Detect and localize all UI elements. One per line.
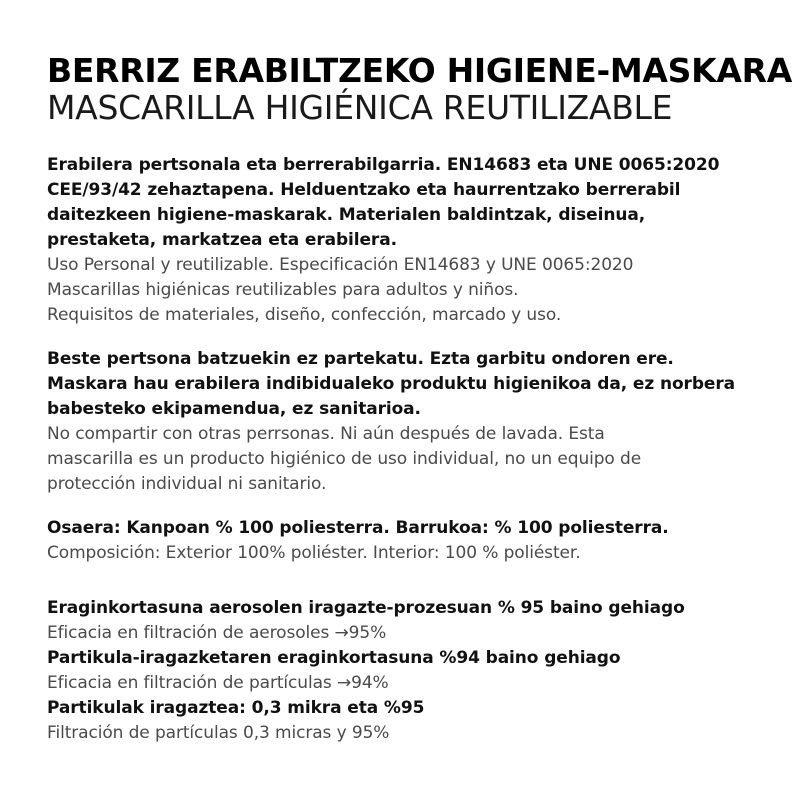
composition-spanish-line: Composición: Exterior 100% poliéster. Interior: 100 % poliéster. (47, 543, 581, 563)
title-basque: BERRIZ ERABILTZEKO HIGIENE-MASKARA (47, 51, 792, 90)
filtration-basque-line: Eraginkortasuna aerosolen iragazte-prozesuan % 95 baino gehiago (47, 598, 685, 618)
filtration-spanish-line: Eficacia en filtración de aerosoles →95% (47, 623, 387, 643)
section-filtration (47, 596, 777, 746)
usage-spanish-line: Requisitos de materiales, diseño, confección, marcado y uso. (47, 305, 562, 325)
warning-spanish-line: mascarilla es un producto higiénico de uso individual, no un equipo de (47, 449, 642, 469)
section-composition (47, 516, 777, 566)
title-spanish: MASCARILLA HIGIÉNICA REUTILIZABLE (47, 88, 673, 127)
filtration-spanish-line: Filtración de partículas 0,3 micras y 95% (47, 723, 390, 743)
composition-basque-line: Osaera: Kanpoan % 100 poliesterra. Barrukoa: % 100 poliesterra. (47, 518, 669, 538)
usage-basque-line: prestaketa, markatzea eta erabilera. (47, 230, 397, 250)
filtration-basque-line: Partikula-iragazketaren eraginkortasuna %94 baino gehiago (47, 648, 621, 668)
label-document (47, 51, 792, 765)
section-usage (47, 153, 777, 328)
usage-basque-line: daitezkeen higiene-maskarak. Materialen baldintzak, diseinua, (47, 205, 646, 225)
usage-spanish-line: Mascarillas higiénicas reutilizables para adultos y niños. (47, 280, 519, 300)
warning-basque-line: Beste pertsona batzuekin ez partekatu. Ezta garbitu ondoren ere. (47, 349, 674, 369)
usage-spanish-line: Uso Personal y reutilizable. Especificación EN14683 y UNE 0065:2020 (47, 255, 634, 275)
section-warning (47, 347, 777, 497)
filtration-spanish-line: Eficacia en filtración de partículas →94% (47, 673, 389, 693)
filtration-basque-line: Partikulak iragaztea: 0,3 mikra eta %95 (47, 698, 425, 718)
warning-basque-line: babesteko ekipamendua, ez sanitarioa. (47, 399, 421, 419)
usage-basque-line: Erabilera pertsonala eta berrerabilgarria. EN14683 eta UNE 0065:2020 (47, 155, 720, 175)
warning-spanish-line: protección individual ni sanitario. (47, 474, 327, 494)
warning-basque-line: Maskara hau erabilera indibidualeko produktu higienikoa da, ez norbera (47, 374, 735, 394)
usage-basque-line: CEE/93/42 zehaztapena. Helduentzako eta haurrentzako berrerabil (47, 180, 681, 200)
warning-spanish-line: No compartir con otras perrsonas. Ni aún después de lavada. Esta (47, 424, 605, 444)
